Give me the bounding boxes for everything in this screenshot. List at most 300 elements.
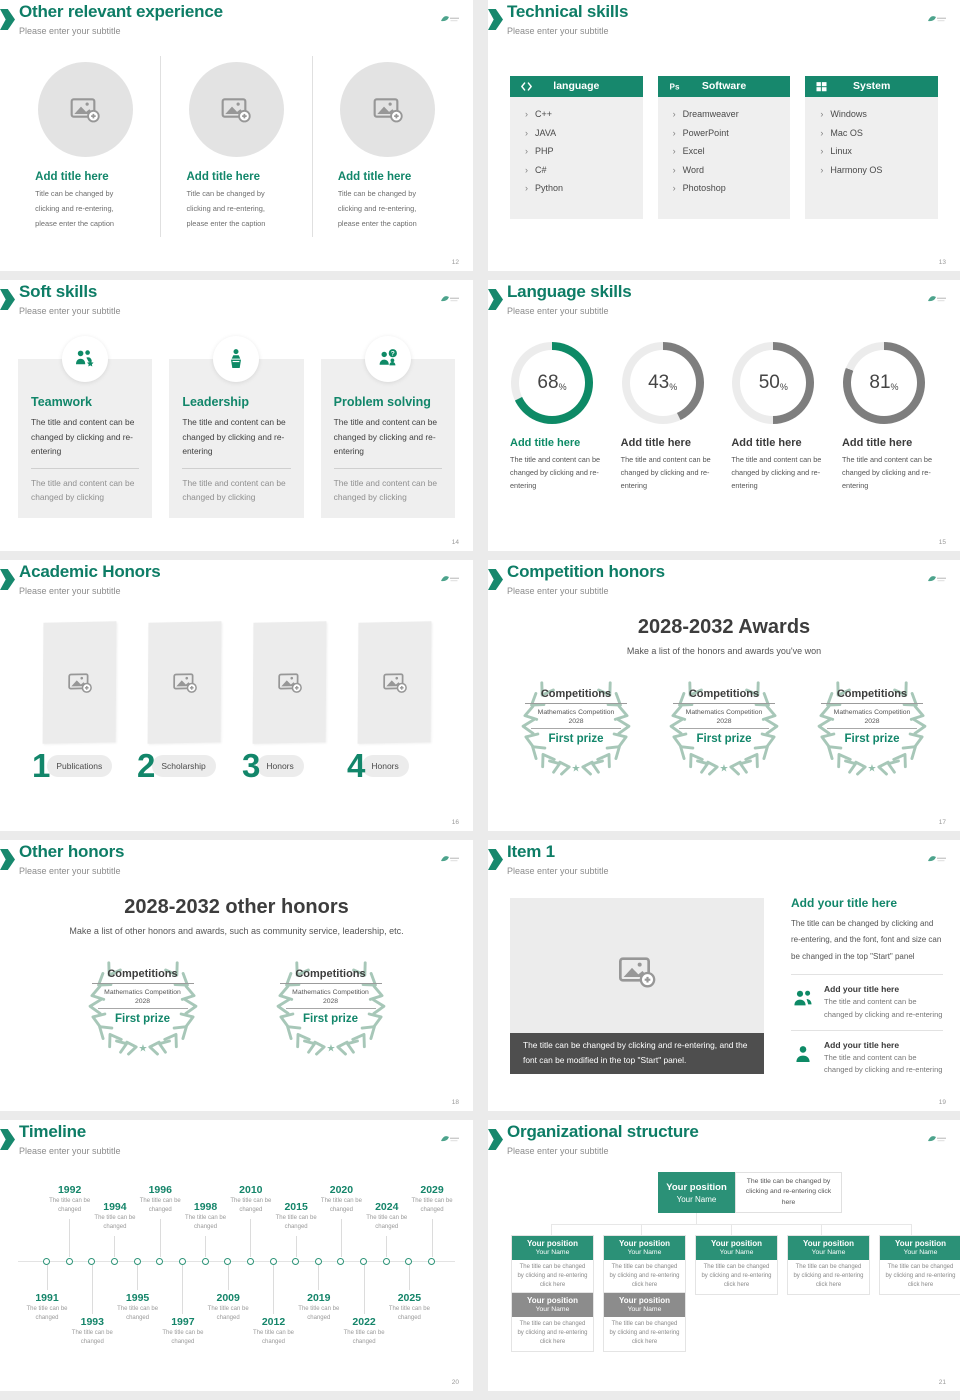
leadership-icon [224, 347, 248, 371]
org-name: Your Name [903, 1248, 938, 1256]
skill-column-language [510, 76, 643, 219]
timeline-dot-icon [156, 1258, 163, 1265]
divider [791, 1030, 943, 1031]
award-wreath-badge [808, 680, 936, 778]
problem-solving-icon [376, 347, 400, 371]
timeline-year: 1996 [148, 1184, 172, 1196]
percent-sign: % [669, 381, 678, 392]
slide-thumbnail-competition-honors[interactable] [488, 560, 960, 831]
timeline-stem [273, 1265, 274, 1314]
page-number: 20 [451, 1379, 459, 1386]
bullet-icon: › [525, 109, 528, 119]
slide-accent-arrow-icon [0, 849, 15, 870]
badge-competition: Mathematics Competition [537, 709, 615, 716]
divider [791, 974, 943, 975]
brand-logo-icon [926, 293, 950, 304]
bullet-icon: › [672, 127, 676, 138]
percent-value: 81 [869, 372, 891, 393]
slide-thumbnail-technical-skills[interactable] [488, 0, 960, 271]
badge-year: 2028 [827, 718, 917, 729]
skill-label: Linux [830, 146, 852, 156]
awards-subheading: Make a list of other honors and awards, such as community service, leadership, etc. [69, 926, 404, 936]
skill-item [673, 146, 791, 156]
icon-badge [62, 336, 108, 382]
skill-label: Python [535, 183, 564, 193]
card-footer: The title and content can be changed by clicking [182, 478, 286, 502]
badge-title: Competitions [821, 688, 923, 704]
timeline-dot-icon [428, 1258, 435, 1265]
timeline-year: 1997 [171, 1316, 195, 1328]
bullet-icon: › [672, 183, 676, 193]
soft-skill-card-teamwork [18, 359, 152, 518]
row-text: The title and content can be changed by clicking and re-entering [824, 1052, 943, 1075]
item-caption: Title can be changed by clicking and re-entering, please enter the caption [186, 189, 266, 228]
timeline-stem [228, 1265, 229, 1290]
divider [334, 468, 442, 469]
language-item [842, 342, 942, 492]
honor-number: 4 [347, 747, 366, 784]
badge-competition: Mathematics Competition [292, 989, 369, 996]
brand-logo-icon [926, 573, 950, 584]
timeline-dot-icon [383, 1258, 390, 1265]
timeline-caption: The title can be changed [411, 1198, 453, 1214]
timeline-stem [47, 1265, 48, 1290]
timeline-stem [318, 1265, 319, 1290]
timeline-dot-icon [202, 1258, 209, 1265]
org-position: Your position [527, 1239, 578, 1249]
column-header [510, 76, 643, 97]
person-icon [791, 1043, 815, 1067]
bullet-icon: › [525, 164, 528, 175]
column-header [658, 76, 791, 97]
slide-thumbnail-org-structure[interactable] [488, 1120, 960, 1391]
page-number: 16 [451, 819, 459, 826]
percent-sign: % [890, 381, 899, 392]
org-name: Your Name [627, 1248, 662, 1256]
badge-competition: Mathematics Competition [685, 709, 763, 716]
timeline-stem [296, 1236, 297, 1257]
add-image-icon [69, 94, 101, 126]
skill-item [820, 109, 938, 119]
timeline-caption: The title can be changed [162, 1330, 204, 1346]
item-caption: The title and content can be changed by clicking and re-entering [841, 455, 933, 491]
page-number: 12 [451, 259, 459, 266]
org-node [879, 1235, 960, 1295]
feature-row [791, 984, 943, 1021]
org-node [511, 1292, 594, 1352]
brand-logo-icon [926, 13, 950, 24]
brand-logo-icon [926, 1133, 950, 1144]
item-title: Add title here [731, 437, 802, 449]
timeline-dot-icon [66, 1258, 73, 1265]
item-caption: Title can be changed by clicking and re-entering, please enter the caption [337, 189, 417, 228]
badge-prize: First prize [548, 732, 604, 745]
org-position: Your position [666, 1181, 727, 1193]
org-description: The title can be changed by clicking and re-entering click here [885, 1264, 956, 1288]
slide-thumbnail-other-honors[interactable] [0, 840, 473, 1111]
timeline-year: 2010 [239, 1184, 263, 1196]
org-description: The title can be changed by clicking and re-entering click here [735, 1172, 842, 1213]
awards-subheading: Make a list of the honors and awards you've won [626, 646, 822, 656]
org-name: Your Name [535, 1248, 570, 1256]
timeline-caption: The title can be changed [26, 1306, 68, 1322]
org-description: The title can be changed by clicking and re-entering click here [701, 1264, 772, 1288]
badge-year: 2028 [531, 718, 621, 729]
honor-label: Honors [257, 755, 303, 777]
slide-subtitle: Please enter your subtitle [507, 306, 609, 316]
timeline-year: 2029 [420, 1184, 444, 1196]
badge-prize: First prize [844, 732, 900, 745]
donut-chart [843, 342, 925, 424]
teamwork-icon [73, 347, 97, 371]
card-title: Problem solving [333, 395, 431, 409]
add-image-icon [381, 669, 407, 696]
row-text: The title and content can be changed by clicking and re-entering [824, 997, 943, 1019]
org-description: The title can be changed by clicking and re-entering click here [793, 1264, 864, 1288]
skill-label: PowerPoint [682, 127, 729, 138]
badge-year: 2028 [286, 998, 376, 1009]
slide-accent-arrow-icon [488, 569, 503, 590]
timeline-year: 2012 [261, 1316, 286, 1328]
timeline-caption: The title can be changed [207, 1306, 249, 1322]
timeline-dot-icon [179, 1258, 186, 1265]
timeline-caption: The title can be changed [343, 1330, 385, 1346]
org-name: Your Name [535, 1305, 570, 1313]
timeline-dot-icon [224, 1258, 231, 1265]
award-wreath-badge [79, 960, 207, 1058]
bullet-icon: › [525, 146, 528, 156]
timeline-year: 1993 [80, 1316, 104, 1328]
skill-item [525, 128, 643, 138]
timeline-dot-icon [360, 1258, 367, 1265]
image-placeholder [189, 62, 284, 157]
slide-thumbnail-item-1[interactable] [488, 840, 960, 1111]
item-caption: The title and content can be changed by clicking and re-entering [510, 455, 601, 491]
row-title: Add your title here [824, 1039, 900, 1050]
timeline-year: 2019 [307, 1292, 331, 1304]
row-title: Add your title here [824, 984, 900, 995]
photo-caption: The title can be changed by clicking and re-entering, and the font can be modified in the top "Start" panel. [510, 1033, 764, 1074]
org-connector [821, 1224, 822, 1235]
timeline-year: 2015 [284, 1201, 308, 1213]
photoshop-icon [667, 79, 682, 94]
card-title: Teamwork [31, 395, 92, 409]
honor-number: 3 [242, 747, 261, 784]
image-placeholder [510, 898, 764, 1074]
bullet-icon: › [672, 146, 676, 156]
timeline-stem [182, 1265, 183, 1314]
soft-skill-card-problem-solving [321, 359, 455, 518]
org-position: Your position [895, 1239, 946, 1249]
skill-label: C# [535, 164, 547, 175]
skill-label: Excel [682, 146, 705, 156]
bullet-icon: › [820, 164, 824, 175]
add-image-icon [617, 952, 657, 992]
soft-skill-card-leadership [169, 359, 303, 518]
slide-subtitle: Please enter your subtitle [19, 306, 121, 316]
badge-title: Competitions [92, 968, 194, 984]
add-image-icon [372, 94, 404, 126]
timeline-year: 2009 [216, 1292, 240, 1304]
org-name: Your Name [627, 1305, 662, 1313]
code-icon [519, 79, 534, 94]
org-position: Your position [711, 1239, 762, 1249]
org-connector [641, 1224, 642, 1235]
timeline-dot-icon [292, 1258, 299, 1265]
slide-thumbnail-language-skills[interactable] [488, 280, 960, 551]
timeline-stem [92, 1265, 93, 1314]
timeline-year: 1992 [57, 1184, 82, 1196]
slide-accent-arrow-icon [0, 289, 15, 310]
timeline-dot-icon [247, 1258, 254, 1265]
percent-value: 43 [648, 372, 670, 393]
bullet-icon: › [525, 127, 528, 138]
bullet-icon: › [672, 164, 676, 175]
timeline-dot-icon [134, 1258, 141, 1265]
slide-subtitle: Please enter your subtitle [19, 866, 121, 876]
timeline-stem [341, 1219, 342, 1257]
people-icon [791, 987, 815, 1011]
skill-item [820, 146, 938, 156]
slide-title: Competition honors [507, 562, 665, 581]
slide-thumbnail-experience[interactable] [0, 0, 473, 271]
slide-title: Other relevant experience [19, 2, 223, 21]
item-caption: Title can be changed by clicking and re-entering, please enter the caption [35, 189, 115, 228]
image-placeholder [340, 62, 435, 157]
award-wreath-badge [267, 960, 395, 1058]
item-title: Add title here [620, 437, 691, 449]
skill-item [673, 109, 791, 119]
skill-label: Word [682, 164, 705, 175]
page-number: 13 [938, 259, 946, 266]
timeline-caption: The title can be changed [320, 1198, 362, 1214]
slide-title: Academic Honors [19, 562, 161, 581]
slide-accent-arrow-icon [0, 569, 15, 590]
org-name: Your Name [676, 1194, 717, 1204]
timeline-dot-icon [111, 1258, 118, 1265]
skill-label: Windows [830, 109, 867, 119]
timeline-stem [364, 1265, 365, 1314]
bullet-icon: › [672, 109, 676, 119]
timeline-caption: The title can be changed [117, 1306, 159, 1322]
skill-item [525, 109, 643, 119]
bullet-icon: › [820, 109, 824, 119]
skill-item [673, 128, 791, 138]
timeline-year: 2022 [352, 1316, 376, 1328]
org-description: The title can be changed by clicking and re-entering click here [609, 1264, 680, 1288]
org-connector [551, 1224, 552, 1235]
section-title: Add your title here [791, 896, 898, 910]
honor-item [240, 622, 338, 782]
slide-thumbnail-academic-honors[interactable] [0, 560, 473, 831]
timeline-year: 2024 [375, 1201, 399, 1213]
timeline-caption: The title can be changed [252, 1330, 295, 1346]
timeline-dot-icon [405, 1258, 412, 1265]
card-title: Leadership [182, 395, 250, 409]
image-placeholder [252, 621, 326, 744]
add-image-icon [171, 669, 197, 696]
page-number: 14 [451, 539, 459, 546]
timeline-caption: The title can be changed [94, 1215, 136, 1231]
slide-thumbnail-timeline[interactable] [0, 1120, 473, 1391]
percent-sign: % [779, 381, 788, 392]
timeline-caption: The title can be changed [298, 1306, 340, 1322]
slide-accent-arrow-icon [488, 289, 503, 310]
donut-chart [511, 342, 593, 424]
timeline-year: 1991 [35, 1292, 59, 1304]
skill-label: Mac OS [830, 127, 863, 138]
donut-chart [732, 342, 814, 424]
timeline-caption: The title can be changed [388, 1306, 430, 1322]
column-header [805, 76, 938, 97]
timeline-caption: The title can be changed [49, 1198, 91, 1214]
slide-accent-arrow-icon [0, 9, 15, 30]
org-description: The title can be changed by clicking and re-entering click here [517, 1321, 588, 1345]
skill-item [820, 165, 938, 175]
item-title: Add title here [186, 171, 260, 183]
org-position: Your position [619, 1296, 670, 1306]
brand-logo-icon [439, 293, 463, 304]
badge-year: 2028 [98, 998, 188, 1009]
slide-title: Timeline [19, 1122, 87, 1141]
page-number: 15 [938, 539, 946, 546]
awards-heading: 2028-2032 Awards [637, 616, 811, 638]
item-title: Add title here [510, 437, 581, 449]
org-name: Your Name [811, 1248, 846, 1256]
slide-thumbnail-soft-skills[interactable] [0, 280, 473, 551]
timeline-year: 1995 [125, 1292, 150, 1304]
org-connector [911, 1224, 912, 1235]
badge-prize: First prize [696, 732, 752, 745]
skill-label: PHP [535, 146, 554, 156]
brand-logo-icon [926, 853, 950, 864]
card-body: The title and content can be changed by clicking and re-entering [31, 417, 135, 457]
page-number: 18 [451, 1099, 459, 1106]
bullet-icon: › [820, 146, 824, 156]
award-wreath-badge [512, 680, 640, 778]
honor-label: Publications [47, 755, 112, 777]
slide-accent-arrow-icon [488, 1129, 503, 1150]
language-item [510, 342, 610, 492]
timeline-caption: The title can be changed [230, 1198, 272, 1214]
percent-value: 50 [758, 372, 780, 393]
item-title: Add title here [841, 437, 913, 449]
slide-title: Soft skills [19, 282, 98, 301]
slide-title: Language skills [507, 282, 632, 301]
skill-item [525, 165, 643, 175]
timeline-stem [432, 1219, 433, 1257]
badge-title: Competitions [525, 688, 627, 704]
timeline-stem [160, 1219, 161, 1257]
awards-heading: 2028-2032 other honors [124, 896, 349, 918]
org-node [603, 1235, 686, 1295]
skill-item [525, 183, 643, 193]
slide-subtitle: Please enter your subtitle [507, 1146, 609, 1156]
percent-sign: % [558, 381, 567, 392]
timeline-dot-icon [88, 1258, 95, 1265]
honor-label: Scholarship [152, 755, 215, 777]
timeline-caption: The title can be changed [185, 1215, 227, 1231]
language-item [621, 342, 721, 492]
add-image-icon [220, 94, 252, 126]
image-placeholder [357, 621, 431, 744]
feature-row [791, 1040, 943, 1077]
language-item [731, 342, 831, 492]
slide-subtitle: Please enter your subtitle [507, 866, 609, 876]
slide-title: Item 1 [507, 842, 555, 861]
badge-competition: Mathematics Competition [104, 989, 181, 996]
org-node [511, 1235, 594, 1295]
experience-item [312, 56, 463, 237]
bullet-icon: › [525, 183, 528, 193]
image-placeholder [42, 621, 116, 744]
item-caption: The title and content can be changed by clicking and re-entering [731, 455, 822, 491]
timeline-caption: The title can be changed [366, 1215, 408, 1231]
slide-title: Other honors [19, 842, 125, 861]
item-title: Add title here [35, 171, 109, 183]
timeline-dot-icon [43, 1258, 50, 1265]
slide-subtitle: Please enter your subtitle [19, 1146, 121, 1156]
item-title: Add title here [337, 171, 412, 183]
timeline-caption: The title can be changed [275, 1215, 317, 1231]
card-body: The title and content can be changed by clicking and re-entering [333, 417, 438, 457]
timeline-stem [114, 1236, 115, 1257]
org-root-node [658, 1172, 842, 1213]
org-node [603, 1292, 686, 1352]
section-paragraph: The title can be changed by clicking and re-entering, and the font, font and size can be changed in the top "Start" panel [791, 919, 942, 961]
timeline-dot-icon [315, 1258, 322, 1265]
icon-badge [365, 336, 411, 382]
timeline-stem [69, 1219, 70, 1257]
honor-number: 2 [137, 747, 156, 784]
donut-chart [622, 342, 704, 424]
divider [182, 468, 290, 469]
skill-label: Dreamweaver [682, 109, 739, 119]
timeline-year: 1994 [103, 1201, 127, 1213]
image-placeholder [147, 621, 221, 744]
slide-title: Organizational structure [507, 1122, 699, 1141]
org-description: The title can be changed by clicking and re-entering click here [517, 1264, 588, 1288]
skill-column-software [658, 76, 791, 219]
skill-label: JAVA [535, 127, 557, 138]
honor-item [135, 622, 233, 782]
column-header-label: Software [701, 80, 747, 92]
honor-item [345, 622, 443, 782]
windows-icon [814, 79, 829, 94]
org-name: Your Name [719, 1248, 754, 1256]
skill-label: C++ [535, 109, 553, 119]
org-node [787, 1235, 870, 1295]
add-image-icon [276, 669, 302, 696]
org-position: Your position [619, 1239, 670, 1249]
org-connector [696, 1213, 697, 1224]
award-wreath-badge [660, 680, 788, 778]
timeline-caption: The title can be changed [71, 1330, 113, 1346]
honor-label: Honors [362, 755, 408, 777]
slide-subtitle: Please enter your subtitle [507, 586, 609, 596]
timeline-stem [409, 1265, 410, 1290]
timeline-stem [386, 1236, 387, 1257]
timeline-year: 2020 [329, 1184, 354, 1196]
slide-subtitle: Please enter your subtitle [507, 26, 609, 36]
skill-item [820, 128, 938, 138]
timeline-year: 2025 [397, 1292, 422, 1304]
badge-title: Competitions [673, 688, 775, 704]
page-number: 19 [938, 1099, 946, 1106]
image-placeholder [38, 62, 133, 157]
slide-accent-arrow-icon [488, 849, 503, 870]
experience-item [160, 56, 311, 237]
